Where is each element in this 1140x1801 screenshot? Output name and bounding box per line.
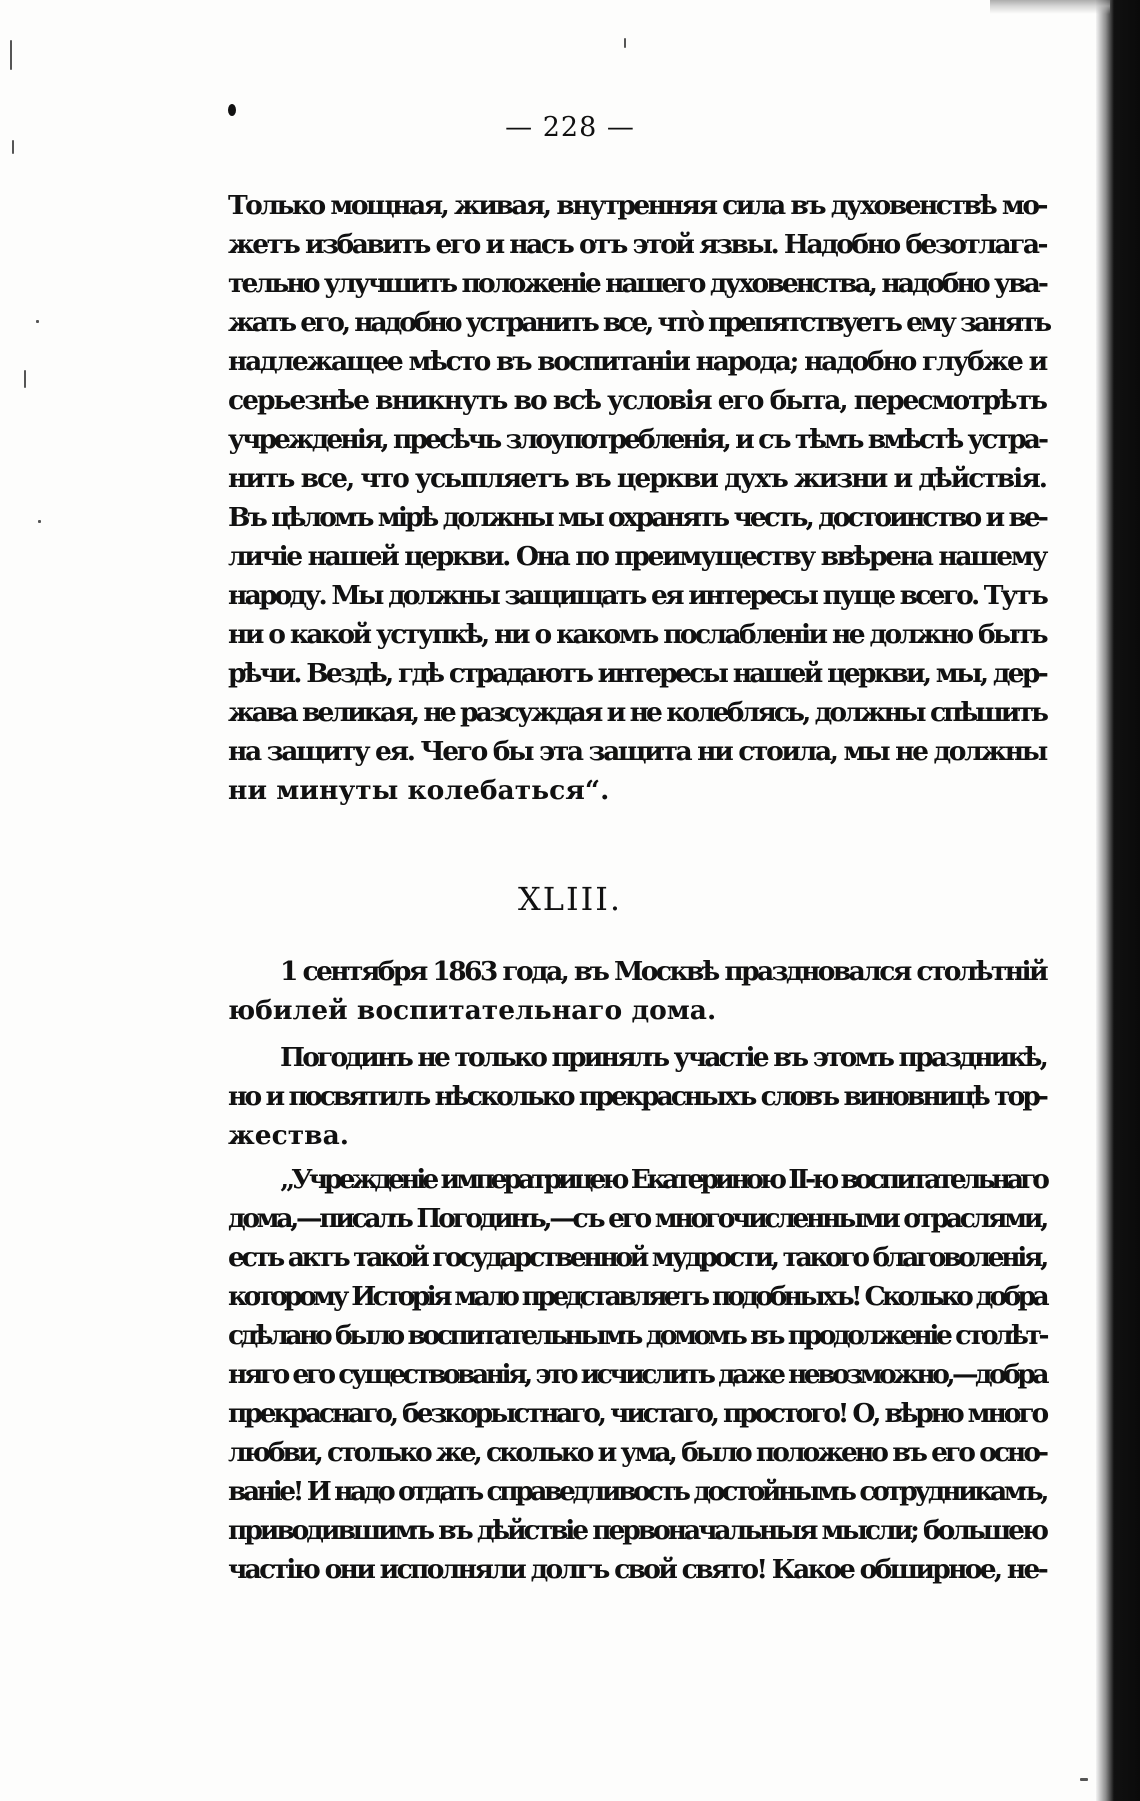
paragraph-1: [228, 186, 1050, 810]
text-line: серьезнѣе вникнуть во всѣ условiя его быта, пересмотрѣть: [228, 385, 1046, 416]
text-line: частiю они исполняли долгъ свой свято! Какое обширное, не-: [228, 1554, 1046, 1585]
text-line: личiе нашей церкви. Она по преимуществу ввѣрена нашему: [228, 541, 1046, 572]
text-line: тельно улучшить положенiе нашего духовенства, надобно ува-: [228, 268, 1046, 299]
text-line: есть актъ такой государственной мудрости, такого благоволенiя,: [228, 1242, 1046, 1273]
scan-speck: [1080, 1778, 1088, 1781]
text-line: Только мощная, живая, внутренняя сила въ духовенствѣ мо-: [228, 190, 1046, 221]
text-line: Въ цѣломъ мiрѣ должны мы охранять честь, достоинство и ве-: [228, 502, 1046, 533]
text-line: жества.: [228, 1120, 349, 1151]
scan-speck: [24, 370, 26, 388]
text-line: „Учрежденiе императрицею Екатериною II-ю воспитательнаго: [280, 1164, 1046, 1195]
section-heading: XLIII.: [517, 880, 623, 918]
page-number: — 228 —: [505, 112, 635, 143]
scan-speck: [624, 38, 626, 48]
text-line: но и посвятилъ нѣсколько прекрасныхъ словъ виновницѣ тор-: [228, 1081, 1046, 1112]
text-line: Погодинъ не только принялъ участiе въ этомъ праздникѣ,: [280, 1042, 1046, 1073]
text-line: няго его существованiя, это исчислить даже невозможно,—добра: [228, 1359, 1046, 1390]
text-line: нить все, что усыпляетъ въ церкви духъ жизни и дѣйствiя.: [228, 463, 1046, 494]
scan-edge-top: [990, 0, 1110, 14]
paragraph-4: [228, 1160, 1046, 1589]
text-line: жава великая, не разсуждая и не колеблясь, должны спѣшить: [228, 697, 1046, 728]
text-line: надлежащее мѣсто въ воспитанiи народа; надобно глубже и: [228, 346, 1046, 377]
text-line: которому Исторiя мало представляетъ подобныхъ! Сколько добра: [228, 1281, 1046, 1312]
paragraph-3: [228, 1038, 1046, 1155]
text-line: рѣчи. Вездѣ, гдѣ страдаютъ интересы нашей церкви, мы, дер-: [228, 658, 1046, 689]
paragraph-2: [228, 952, 1046, 1030]
text-line: любви, столько же, сколько и ума, было положено въ его осно-: [228, 1437, 1046, 1468]
text-line: прекраснаго, безкорыстнаго, чистаго, простого! О, вѣрно много: [228, 1398, 1046, 1429]
text-line: дома,—писалъ Погодинъ,—съ его многочисленными отраслями,: [228, 1203, 1046, 1234]
text-line: 1 сентября 1863 года, въ Москвѣ праздновался столѣтнiй: [280, 956, 1047, 987]
text-line: ни о какой уступкѣ, ни о какомъ послабленiи не должно быть: [228, 619, 1046, 650]
text-line: жать его, надобно устранить все, что̀ препятствуетъ ему занять: [228, 307, 1050, 338]
text-line: приводившимъ въ дѣйствiе первоначальныя мысли; большею: [228, 1515, 1046, 1546]
text-line: ванiе! И надо отдать справедливость достойнымъ сотрудникамъ,: [228, 1476, 1046, 1507]
text-line: на защиту ея. Чего бы эта защита ни стоила, мы не должны: [228, 736, 1046, 767]
text-line: народу. Мы должны защищать ея интересы пуще всего. Тутъ: [228, 580, 1046, 611]
text-line: ни минуты колебаться“.: [228, 775, 610, 806]
scan-speck: [38, 520, 41, 523]
text-line: юбилей воспитательнаго дома.: [228, 995, 717, 1026]
text-line: учрежденiя, пресѣчь злоупотребленiя, и съ тѣмъ вмѣстѣ устра-: [228, 424, 1047, 455]
text-line: жетъ избавить его и насъ отъ этой язвы. Надобно безотлага-: [228, 229, 1046, 260]
scan-speck: [36, 320, 39, 323]
scan-speck: [10, 40, 12, 70]
text-line: сдѣлано было воспитательнымъ домомъ въ продолженiе столѣт-: [228, 1320, 1046, 1351]
